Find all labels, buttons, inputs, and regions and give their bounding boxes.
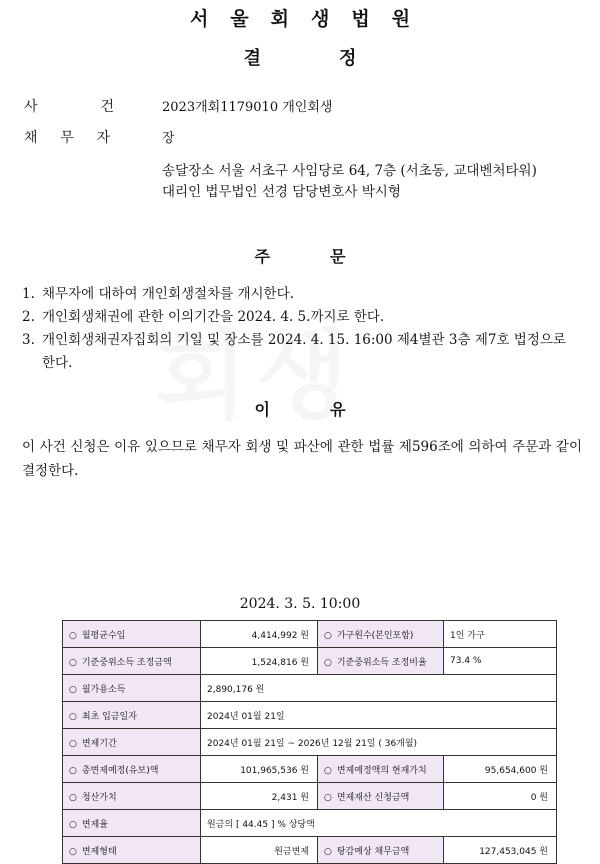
- order-item: [22, 329, 582, 375]
- circle-bullet-icon: ○: [69, 792, 77, 803]
- repayment-summary-table: [62, 620, 557, 864]
- circle-bullet-icon: ○: [69, 765, 77, 776]
- order-item-text: 채무자에 대하여 개인회생절차를 개시한다.: [42, 286, 294, 302]
- summary-value-cell: 원금의 [ 44.45 ] % 상당액: [201, 810, 557, 837]
- summary-value-cell: 4,414,992 원: [201, 621, 318, 648]
- circle-bullet-icon: ○: [69, 819, 77, 830]
- reason-text: 이 사건 신청은 이유 있으므로 채무자 회생 및 파산에 관한 법률 제596조에 의하여 주문과 같이 결정한다.: [22, 439, 582, 479]
- order-item-number: 1.: [22, 286, 35, 302]
- order-item-number: 2.: [22, 309, 35, 325]
- summary-label-text: 탕감예상 채무금액: [336, 846, 410, 857]
- order-item-text: 개인회생채권에 관한 이의기간을 2024. 4. 5.까지로 한다.: [42, 309, 385, 325]
- summary-label-cell: [63, 675, 201, 702]
- circle-bullet-icon: ○: [324, 657, 332, 668]
- summary-label-cell: [318, 783, 444, 810]
- debtor-label-char: 무: [60, 130, 74, 146]
- circle-bullet-icon: ○: [324, 765, 332, 776]
- summary-row: [63, 729, 557, 756]
- summary-label-text: 가구원수(본인포함): [336, 630, 414, 641]
- summary-label-text: 월평균수입: [81, 630, 126, 641]
- reason-heading: 이유: [254, 400, 406, 419]
- summary-label-text: 기준중위소득 조정비율: [336, 657, 427, 668]
- summary-label-text: 최초 입금일자: [81, 711, 137, 722]
- order-item: [22, 306, 582, 329]
- circle-bullet-icon: ○: [69, 630, 77, 641]
- debtor-label-char: 자: [96, 130, 110, 146]
- debtor-label: [24, 127, 110, 147]
- order-item-number: 3.: [22, 332, 35, 348]
- summary-label-text: 월가용소득: [81, 684, 126, 695]
- summary-row: [63, 648, 557, 675]
- legal-agent: 대리인 법무법인 선경 담당변호사 박시형: [162, 184, 401, 200]
- summary-label-cell: [63, 702, 201, 729]
- summary-value-cell: 73.4 %: [444, 648, 557, 675]
- summary-value-cell: 127,453,045 원: [444, 837, 557, 864]
- court-name-title: 서울회생법원: [189, 8, 433, 30]
- summary-value-cell: 95,654,600 원: [444, 756, 557, 783]
- summary-row: [63, 621, 557, 648]
- summary-value-cell: 101,965,536 원: [201, 756, 318, 783]
- summary-value-cell: 2,890,176 원: [201, 675, 557, 702]
- debtor-label-char: 채: [24, 130, 38, 146]
- summary-value-cell: 1인 가구: [444, 621, 557, 648]
- case-number: 2023개회1179010 개인회생: [162, 100, 333, 115]
- case-label-char: 건: [100, 99, 114, 115]
- summary-row: [63, 756, 557, 783]
- summary-label-text: 변제예정액의 현재가치: [336, 765, 427, 776]
- order-list: [22, 283, 582, 375]
- debtor-name: 장: [162, 131, 175, 146]
- circle-bullet-icon: ○: [69, 846, 77, 857]
- summary-label-text: 기준중위소득 조정금액: [81, 657, 172, 668]
- summary-value-cell: 2024년 01월 21일 ~ 2026년 12월 21일 ( 36개월): [201, 729, 557, 756]
- summary-value-cell: 1,524,816 원: [201, 648, 318, 675]
- summary-label-cell: [63, 783, 201, 810]
- circle-bullet-icon: ○: [324, 630, 332, 641]
- case-label-char: 사: [24, 99, 38, 115]
- summary-row: [63, 675, 557, 702]
- summary-row: [63, 837, 557, 864]
- circle-bullet-icon: ○: [69, 657, 77, 668]
- summary-label-cell: [63, 648, 201, 675]
- circle-bullet-icon: ○: [324, 792, 332, 803]
- order-heading: 주문: [254, 247, 406, 266]
- case-label: [24, 96, 114, 116]
- summary-label-cell: [63, 621, 201, 648]
- summary-label-cell: [318, 756, 444, 783]
- summary-value-cell: 2,431 원: [201, 783, 318, 810]
- summary-label-text: 면제재산 신청금액: [336, 792, 410, 803]
- summary-label-text: 변제기간: [81, 738, 117, 749]
- circle-bullet-icon: ○: [69, 738, 77, 749]
- summary-label-text: 총변제예정(유보)액: [81, 765, 159, 776]
- summary-label-cell: [63, 837, 201, 864]
- summary-value-cell: 0 원: [444, 783, 557, 810]
- summary-label-text: 변제율: [81, 819, 108, 830]
- summary-row: [63, 783, 557, 810]
- summary-label-cell: [318, 837, 444, 864]
- decision-date: 2024. 3. 5. 10:00: [239, 596, 361, 612]
- circle-bullet-icon: ○: [69, 711, 77, 722]
- order-item: [22, 283, 582, 306]
- summary-table-body: [63, 621, 557, 864]
- circle-bullet-icon: ○: [324, 846, 332, 857]
- service-address: 송달장소 서울 서초구 사임당로 64, 7층 (서초동, 교대벤처타워): [162, 163, 537, 179]
- summary-label-cell: [63, 756, 201, 783]
- order-item-text: 개인회생채권자집회의 기일 및 장소를 2024. 4. 15. 16:00 제4별관 3층 제7호 법정으로 한다.: [42, 332, 566, 371]
- summary-label-text: 청산가치: [81, 792, 117, 803]
- circle-bullet-icon: ○: [69, 684, 77, 695]
- summary-row: [63, 810, 557, 837]
- summary-label-cell: [318, 621, 444, 648]
- document-type-title: 결정: [243, 48, 435, 69]
- summary-value-cell: 원금변제: [201, 837, 318, 864]
- summary-label-text: 변제형태: [81, 846, 117, 857]
- summary-label-cell: [318, 648, 444, 675]
- summary-label-cell: [63, 810, 201, 837]
- summary-value-cell: 2024년 01월 21일: [201, 702, 557, 729]
- summary-row: [63, 702, 557, 729]
- summary-label-cell: [63, 729, 201, 756]
